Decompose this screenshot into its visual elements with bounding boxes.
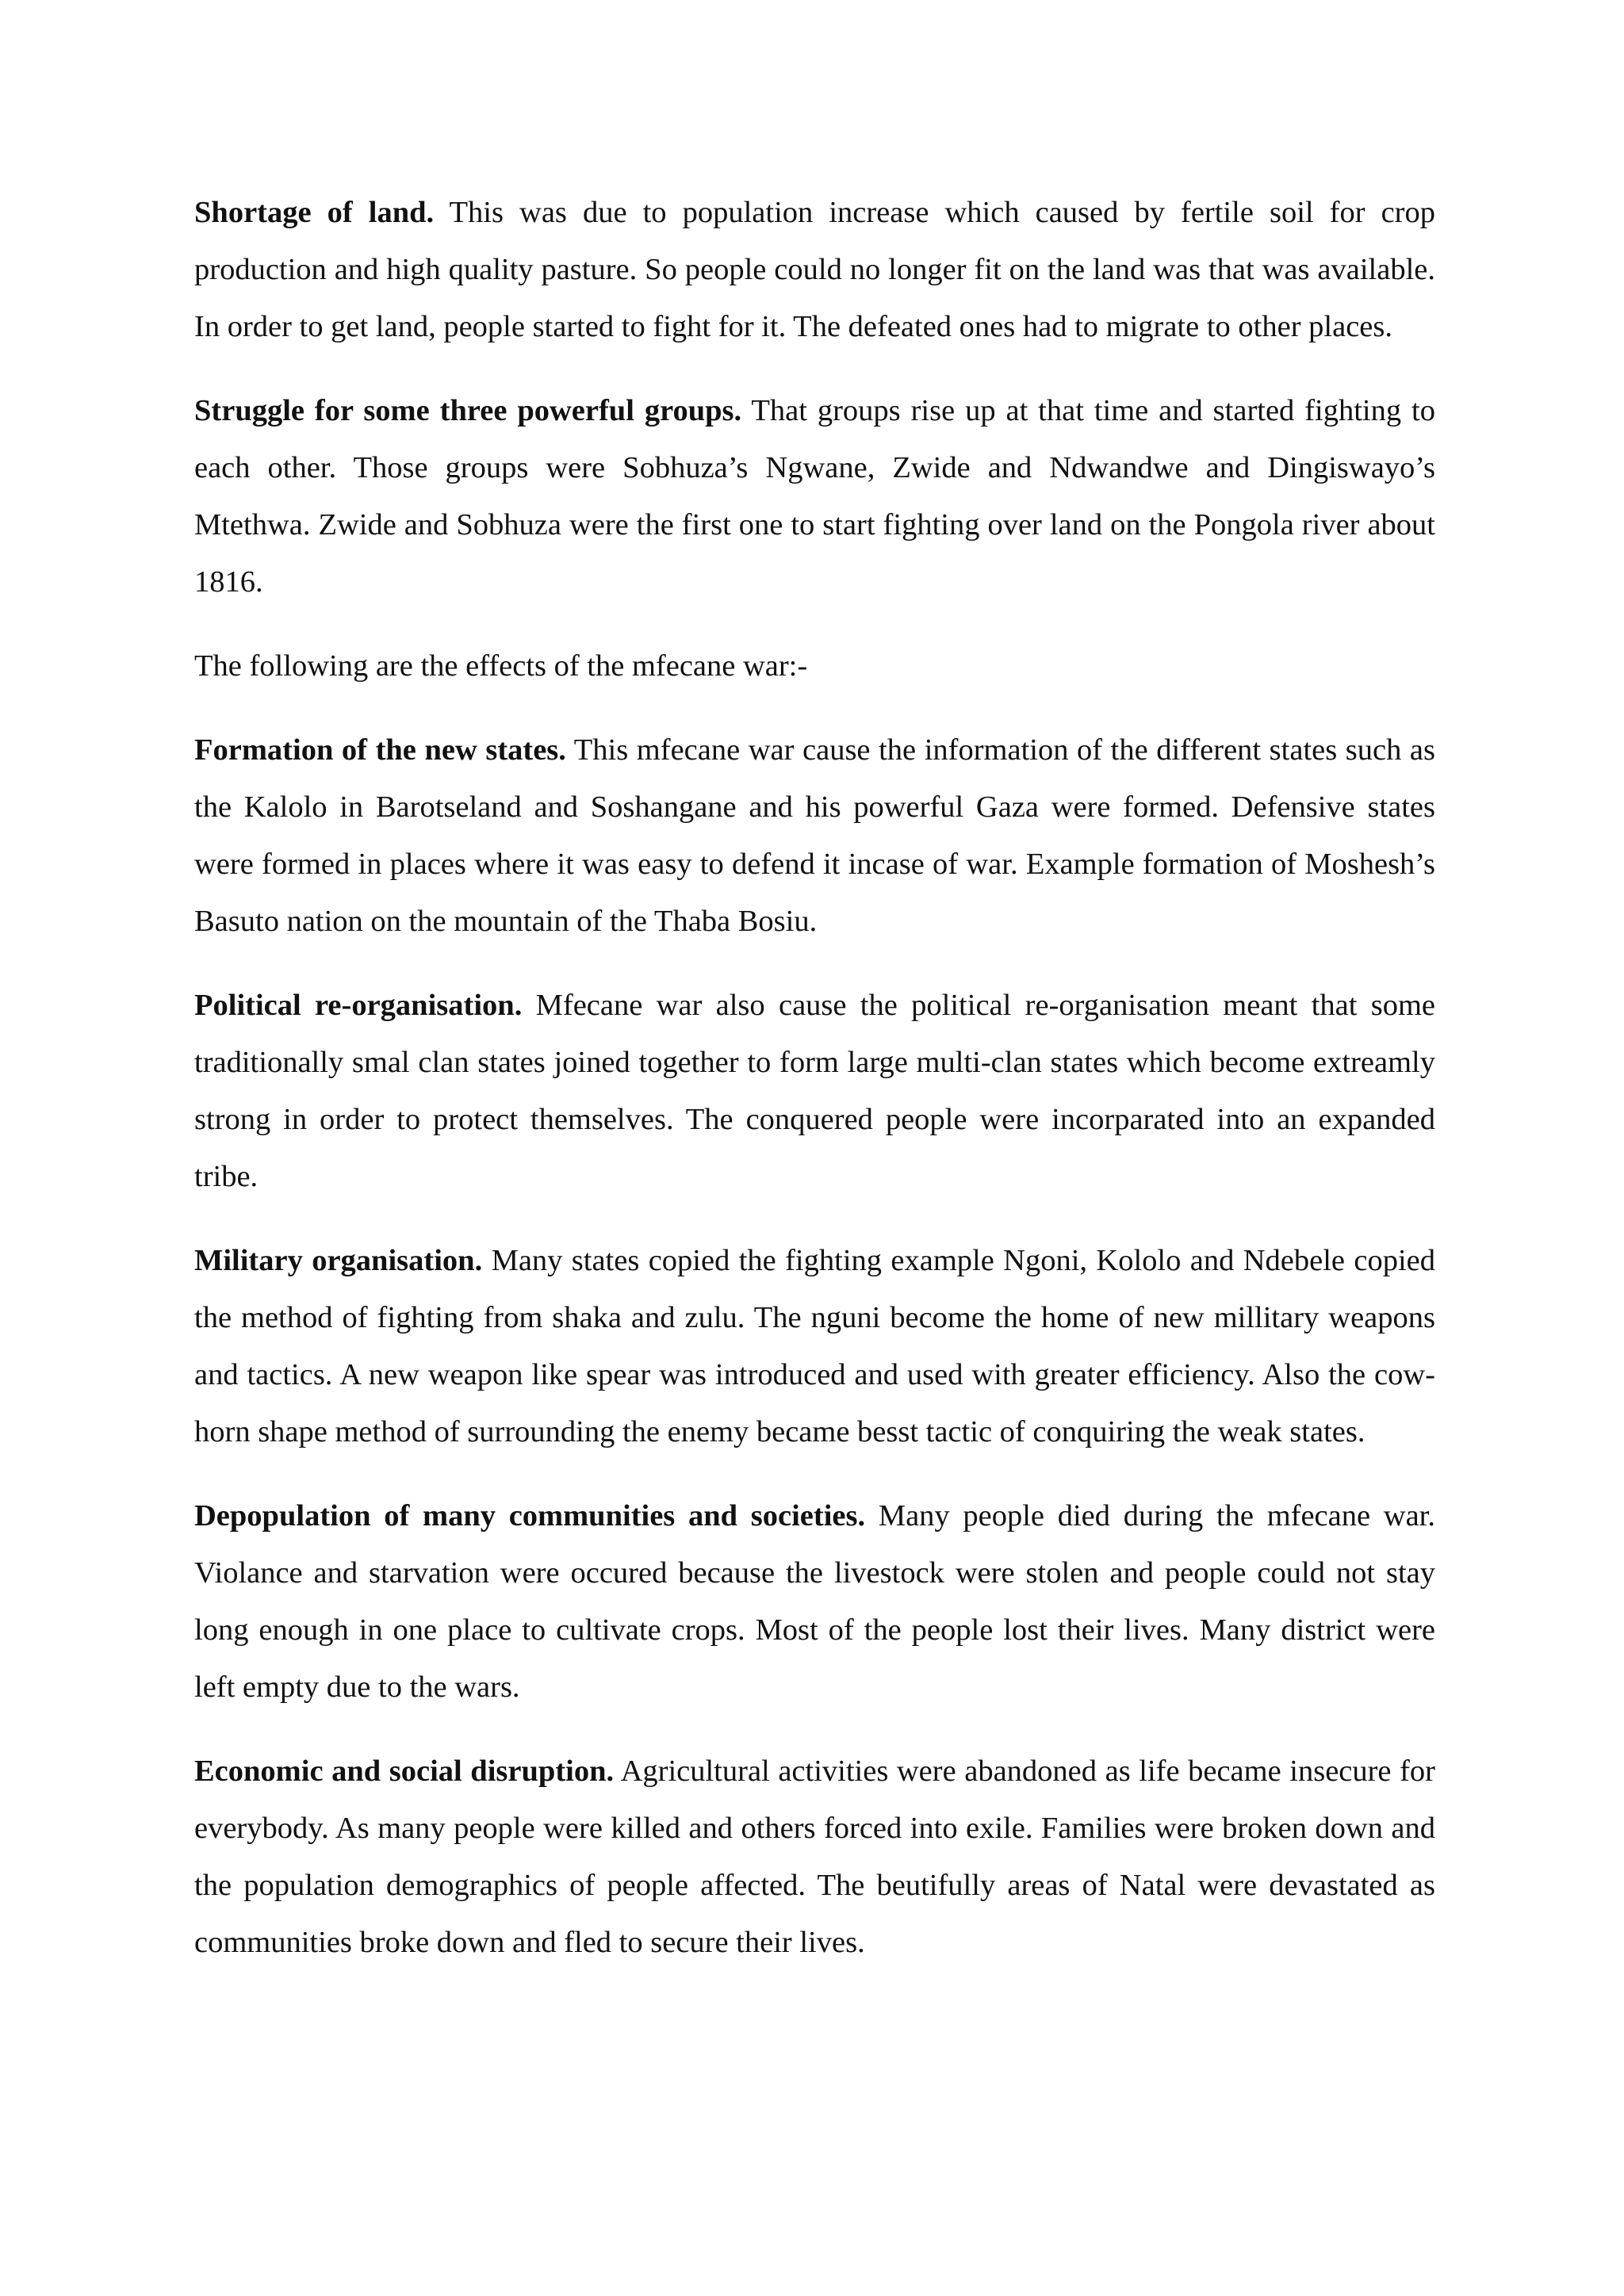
- paragraph-heading: Political re-organisation.: [194, 989, 523, 1022]
- document-page: [194, 184, 1435, 1998]
- paragraph-text: The following are the effects of the mfecane war:-: [194, 649, 808, 683]
- paragraph-political-reorganisation: [194, 977, 1435, 1205]
- paragraph-economic-social-disruption: [194, 1743, 1435, 1971]
- paragraph-shortage-of-land: [194, 184, 1435, 355]
- paragraph-heading: Economic and social disruption.: [194, 1755, 615, 1788]
- paragraph-heading: Formation of the new states.: [194, 733, 566, 767]
- paragraph-heading: Depopulation of many communities and societies.: [194, 1499, 866, 1533]
- paragraph-text: This was due to population increase which caused by fertile soil for crop production and high quality pasture. So people could no longer fit on the land was that was available. In order to get land, people started to fight for it. The defeated ones had to migrate to other places.: [194, 196, 1435, 343]
- paragraph-military-organisation: [194, 1232, 1435, 1460]
- paragraph-heading: Struggle for some three powerful groups.: [194, 394, 742, 427]
- paragraph-text: This mfecane war cause the information of the different states such as the Kalolo in Barotseland and Soshangane and his powerful Gaza were formed. Defensive states were formed in places where it was easy to defend it incase of war. Example formation of Moshesh’s Basuto nation on the mountain of the Thaba Bosiu.: [194, 733, 1435, 938]
- paragraph-depopulation: [194, 1487, 1435, 1716]
- paragraph-effects-intro: [194, 637, 1435, 695]
- paragraph-text: Many states copied the fighting example Ngoni, Kololo and Ndebele copied the method of fighting from shaka and zulu. The nguni become the home of new millitary weapons and tactics. A new weapon like spear was introduced and used with greater efficiency. Also the cow-horn shape method of surrounding the enemy became besst tactic of conquiring the weak states.: [194, 1244, 1435, 1448]
- paragraph-struggle-for-groups: [194, 382, 1435, 610]
- paragraph-heading: Shortage of land.: [194, 196, 435, 229]
- paragraph-heading: Military organisation.: [194, 1244, 483, 1277]
- paragraph-text: Agricultural activities were abandoned as life became insecure for everybody. As many people were killed and others forced into exile. Families were broken down and the population demographics of people affected. The beutifully areas of Natal were devastated as communities broke down and fled to secure their lives.: [194, 1755, 1435, 1959]
- paragraph-formation-of-new-states: [194, 721, 1435, 950]
- paragraph-text: Many people died during the mfecane war. Violance and starvation were occured because the livestock were stolen and people could not stay long enough in one place to cultivate crops. Most of the people lost their lives. Many district were left empty due to the wars.: [194, 1499, 1435, 1704]
- paragraph-text: Mfecane war also cause the political re-organisation meant that some traditionally smal clan states joined together to form large multi-clan states which become extreamly strong in order to protect themselves. The conquered people were incorparated into an expanded tribe.: [194, 989, 1436, 1193]
- paragraph-text: That groups rise up at that time and started fighting to each other. Those groups were Sobhuza’s Ngwane, Zwide and Ndwandwe and Dingiswayo’s Mtethwa. Zwide and Sobhuza were the first one to start fighting over land on the Pongola river about 1816.: [194, 394, 1435, 599]
